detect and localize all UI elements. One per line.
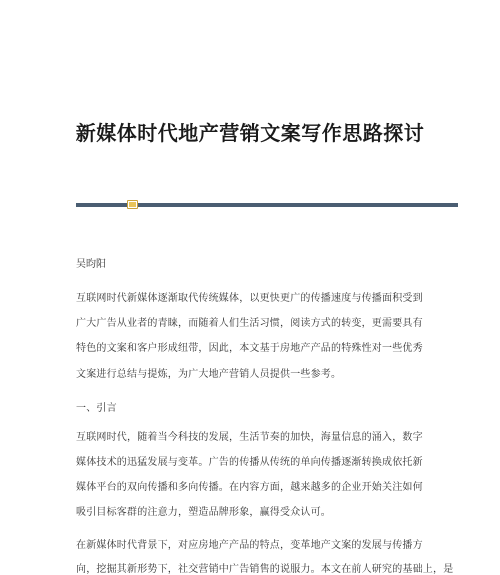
paragraph-line: 在新媒体时代背景下，对应房地产产品的特点，变革地产文案的发展与传播方 xyxy=(76,540,423,551)
section-heading: 一、引言 xyxy=(76,403,117,414)
author-name: 吴昀阳 xyxy=(76,259,106,270)
paragraph-line: 媒体平台的双向传播和多向传播。在内容方面，越来越多的企业开始关注如何 xyxy=(76,482,423,493)
paragraph-line: 广大广告从业者的青睐，而随着人们生活习惯，阅读方式的转变，更需要具有 xyxy=(76,318,423,329)
document-icon xyxy=(127,200,138,209)
paragraph-line: 媒体技术的迅猛发展与变革。广告的传播从传统的单向传播逐渐转换成依托新 xyxy=(76,457,423,468)
paragraph-line: 互联网时代新媒体逐渐取代传统媒体，以更快更广的传播速度与传播面积受到 xyxy=(76,293,423,304)
paragraph-line: 文案进行总结与提炼，为广大地产营销人员提供一些参考。 xyxy=(76,369,342,380)
document-title: 新媒体时代地产营销文案写作思路探讨 xyxy=(75,121,425,145)
paragraph-line: 特色的文案和客户形成纽带，因此，本文基于房地产产品的特殊性对一些优秀 xyxy=(76,343,423,354)
paragraph-line: 互联网时代，随着当今科技的发展，生活节奏的加快，海量信息的涌入，数字 xyxy=(76,432,423,443)
paragraph-line: 吸引目标客群的注意力，塑造品牌形象，赢得受众认可。 xyxy=(76,507,331,518)
title-divider xyxy=(76,203,458,207)
paragraph-line: 向，挖掘其新形势下，社交营销中广告销售的说服力。本文在前人研究的基础上，是 xyxy=(76,564,454,575)
